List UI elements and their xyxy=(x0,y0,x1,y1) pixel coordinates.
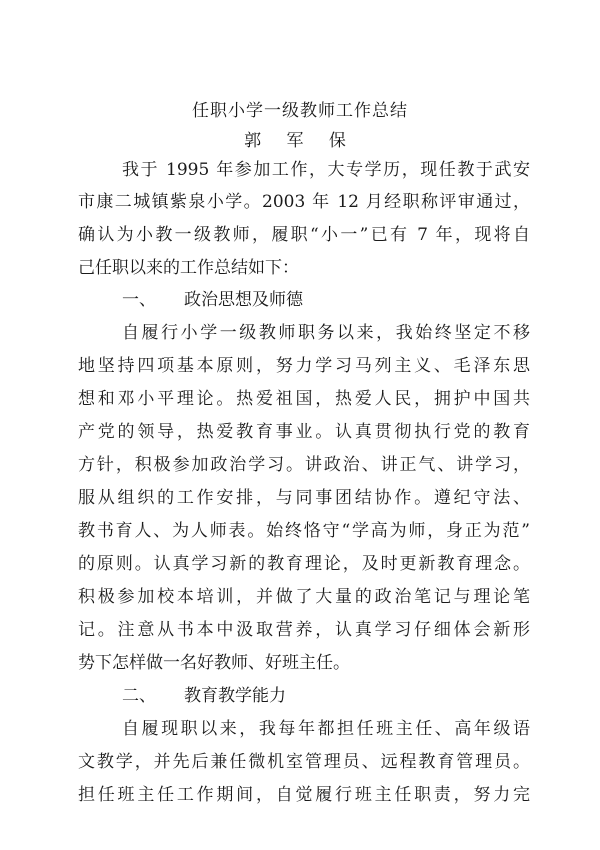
section-1-line-7: 教书育人、为人师表。始终恪守“学高为师，身正为范” xyxy=(78,521,530,541)
section-1-line-1: 自履行小学一级教师职务以来，我始终坚定不移 xyxy=(122,323,530,343)
section-2-heading xyxy=(122,686,530,706)
intro-line-3: 确认为小教一级教师，履职“小一”已有 7 年，现将自 xyxy=(78,225,530,245)
section-1-heading xyxy=(122,290,530,310)
section-2-title: 教育教学能力 xyxy=(184,686,286,706)
author-name: 郭 军 保 xyxy=(244,131,356,151)
document-title: 任职小学一级教师工作总结 xyxy=(192,101,408,121)
section-1-line-2: 地坚持四项基本原则，努力学习马列主义、毛泽东思 xyxy=(78,356,530,376)
section-1-line-11: 势下怎样做一名好教师、好班主任。 xyxy=(78,653,350,673)
section-1-line-9: 积极参加校本培训，并做了大量的政治笔记与理论笔 xyxy=(78,587,530,607)
section-1-line-5: 方针，积极参加政治学习。讲政治、讲正气、讲学习， xyxy=(78,455,530,475)
intro-line-4: 己任职以来的工作总结如下： xyxy=(78,258,299,278)
section-1-line-6: 服从组织的工作安排，与同事团结协作。遵纪守法、 xyxy=(78,488,530,508)
section-1-title: 政治思想及师德 xyxy=(184,290,303,310)
section-2-line-2: 文教学，并先后兼任微机室管理员、远程教育管理员。 xyxy=(78,752,530,772)
section-2-number: 二、 xyxy=(122,686,156,706)
intro-line-2: 市康二城镇紫泉小学。2003 年 12 月经职称评审通过， xyxy=(78,192,530,212)
section-1-line-8: 的原则。认真学习新的教育理论，及时更新教育理念。 xyxy=(78,554,530,574)
section-2-line-3: 担任班主任工作期间，自觉履行班主任职责，努力完 xyxy=(78,785,530,805)
section-1-line-4: 产党的领导，热爱教育事业。认真贯彻执行党的教育 xyxy=(78,422,530,442)
section-2-line-1: 自履现职以来，我每年都担任班主任、高年级语 xyxy=(122,719,530,739)
section-1-line-3: 想和邓小平理论。热爱祖国，热爱人民，拥护中国共 xyxy=(78,389,530,409)
section-1-line-10: 记。注意从书本中汲取营养，认真学习仔细体会新形 xyxy=(78,620,530,640)
section-1-number: 一、 xyxy=(122,290,156,310)
intro-line-1: 我于 1995 年参加工作，大专学历，现任教于武安 xyxy=(122,160,530,180)
